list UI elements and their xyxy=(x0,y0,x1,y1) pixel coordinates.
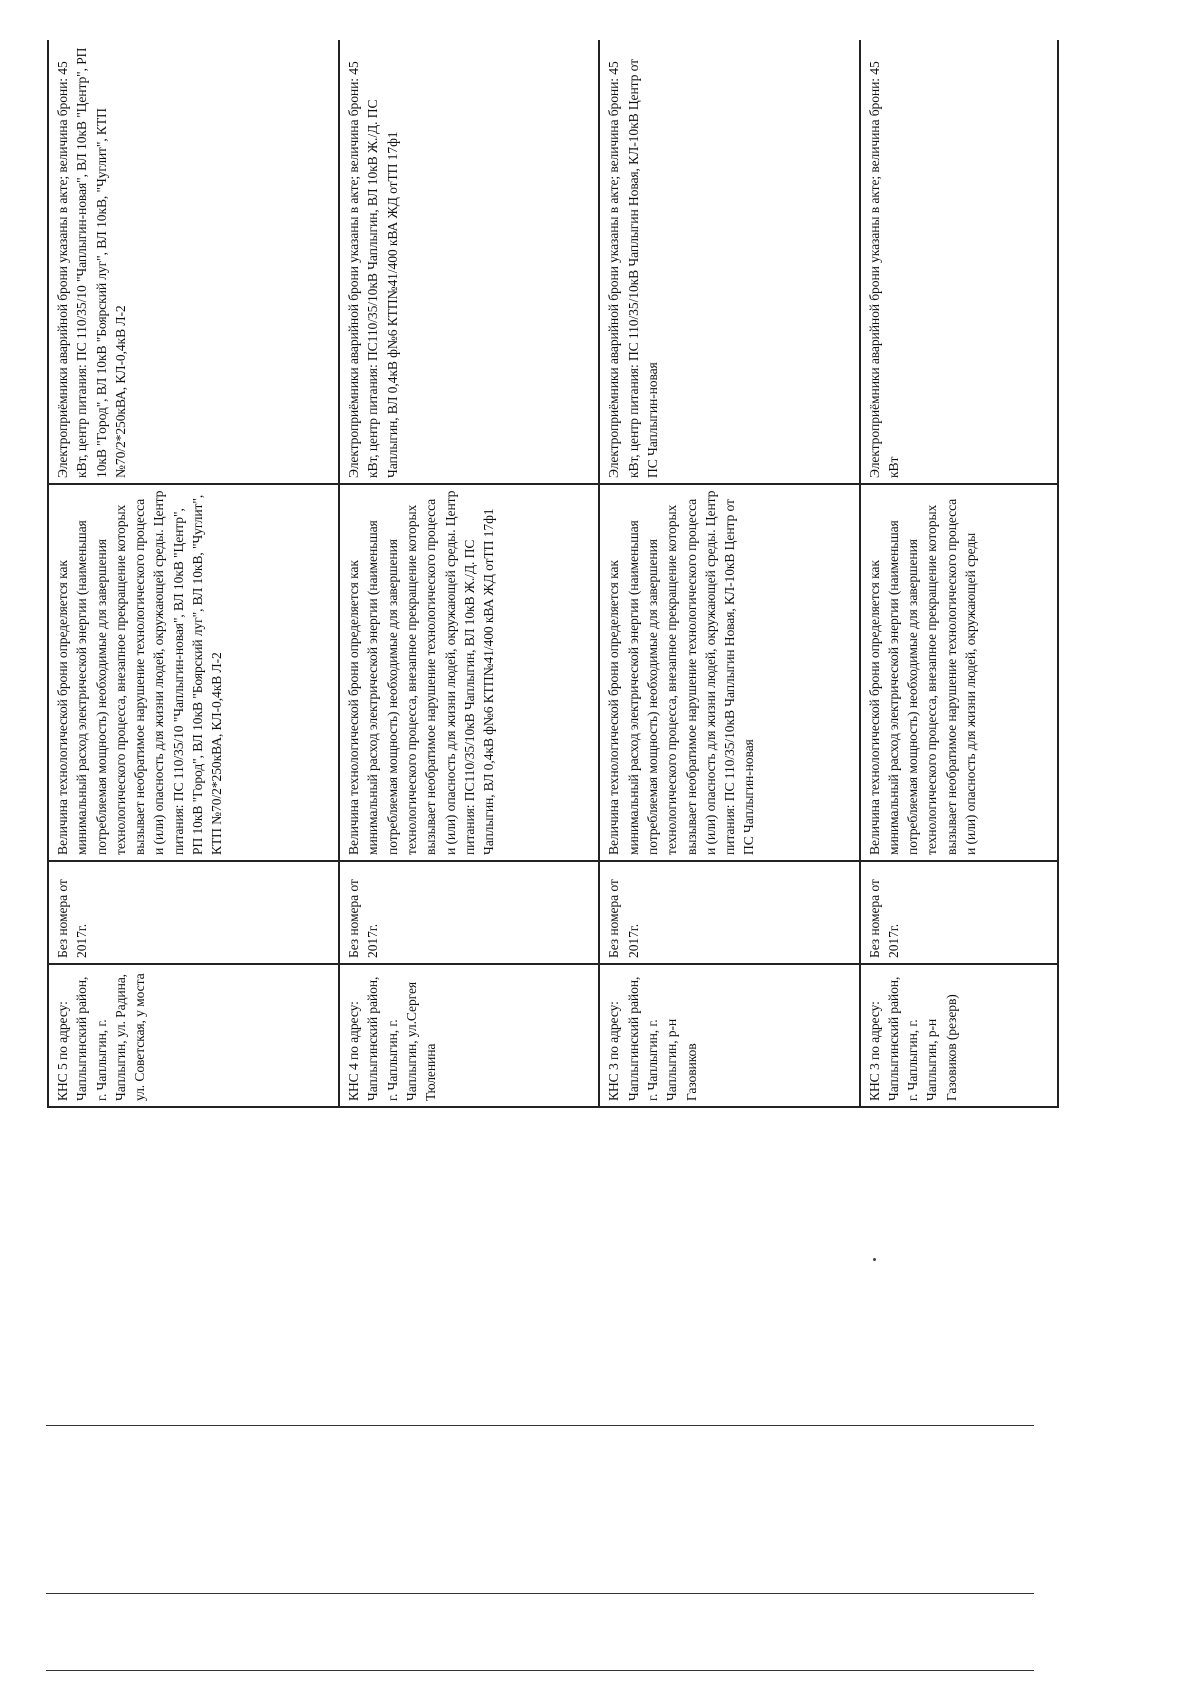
emergency-bron-text: Электроприёмники аварийной брони указаны в акте; величина брони: 45 кВт xyxy=(866,61,901,478)
object-address-text: КНС 5 по адресу: Чаплыгинский район, г. Чаплыгин, г. Чаплыгин, ул. Радина, ул. Советская, у моста xyxy=(55,973,148,1101)
divider-line xyxy=(46,1670,1034,1671)
object-address-text: КНС 3 по адресу: Чаплыгинский район, г. Чаплыгин, г. Чаплыгин, р-н Газовиков (резерв) xyxy=(866,976,959,1101)
tech-bron-text: Величина технологической брони определяется как минимальный расход электрической энергии (наименьшая потребляемая мощность) необходимые для завершения технологического процесса, внезапное прекращение которых вызывает необратимое нарушение технологического процесса и (или) опасность для жизни людей, окружающей среды. Центр питания: ПС 110/35/10 "Чаплыгин-новая", ВЛ 10кВ "Центр", РП 10кВ "Город", ВЛ 10кВ "Боярский луг", ВЛ 10кВ, "Чуглит", КТП №70/2*250кВА, КЛ-0,4кВ Л-2 xyxy=(55,490,225,855)
act-text: Без номера от 2017г. xyxy=(346,879,381,958)
scan-speck xyxy=(873,1258,876,1261)
object-address-text: КНС 4 по адресу: Чаплыгинский район, г. Чаплыгин, г. Чаплыгин, ул.Сергея Тюленина xyxy=(346,976,439,1101)
object-address-text: КНС 3 по адресу: Чаплыгинский район, г. Чаплыгин, г. Чаплыгин, р-н Газовиков xyxy=(606,976,699,1101)
tech-bron-cell xyxy=(339,484,599,861)
act-text: Без номера от 2017г. xyxy=(606,879,641,958)
emergency-bron-cell xyxy=(860,40,1058,484)
rotated-page-content xyxy=(47,40,1059,1108)
tech-bron-cell xyxy=(860,484,1058,861)
object-address-cell xyxy=(599,964,859,1107)
tech-bron-cell xyxy=(599,484,859,861)
table-row xyxy=(339,40,599,1107)
reservation-table xyxy=(47,40,1059,1108)
table-row xyxy=(599,40,859,1107)
emergency-bron-cell xyxy=(599,40,859,484)
tech-bron-text: Величина технологической брони определяется как минимальный расход электрической энергии (наименьшая потребляемая мощность) необходимые для завершения технологического процесса, внезапное прекращение которых вызывает необратимое нарушение технологического процесса и (или) опасность для жизни людей, окружающей среды. Центр питания: ПС 110/35/10кВ Чаплыгин Новая, КЛ-10кВ Центр от ПС Чаплыгин-новая xyxy=(606,490,757,855)
act-text: Без номера от 2017г. xyxy=(55,879,90,958)
tech-bron-cell xyxy=(48,484,339,861)
tech-bron-text: Величина технологической брони определяется как минимальный расход электрической энергии (наименьшая потребляемая мощность) необходимые для завершения технологического процесса, внезапное прекращение которых вызывает необратимое нарушение технологического процесса и (или) опасность для жизни людей, окружающей среды. Центр питания: ПС110/35/10кВ Чаплыгин, ВЛ 10кВ Ж./Д. ПС Чаплыгин, ВЛ 0,4кВ ф№6 КТП№41/400 кВА ЖД отТП 17ф1 xyxy=(346,490,497,855)
table-wrapper xyxy=(47,40,1059,1108)
emergency-bron-text: Электроприёмники аварийной брони указаны в акте; величина брони: 45 кВт, центр питания: ПС 110/35/10кВ Чаплыгин Новая, КЛ-10кВ Центр от ПС Чаплыгин-новая xyxy=(606,58,660,478)
object-address-cell xyxy=(48,964,339,1107)
object-address-cell xyxy=(860,964,1058,1107)
act-cell xyxy=(860,861,1058,964)
divider-line xyxy=(46,1425,1034,1426)
emergency-bron-cell xyxy=(48,40,339,484)
divider-line xyxy=(46,1593,1034,1594)
emergency-bron-text: Электроприёмники аварийной брони указаны в акте; величина брони: 45 кВт, центр питания: ПС110/35/10кВ Чаплыгин, ВЛ 10кВ Ж./Д. ПС Чаплыгин, ВЛ 0,4кВ ф№6 КТП№41/400 кВА ЖД отТП 17ф1 xyxy=(346,61,400,478)
tech-bron-text: Величина технологической брони определяется как минимальный расход электрической энергии (наименьшая потребляемая мощность) необходимые для завершения технологического процесса, внезапное прекращение которых вызывает необратимое нарушение технологического процесса и (или) опасность для жизни людей, окружающей среды xyxy=(866,498,979,855)
act-cell xyxy=(48,861,339,964)
act-cell xyxy=(599,861,859,964)
object-address-cell xyxy=(339,964,599,1107)
act-text: Без номера от 2017г. xyxy=(866,879,901,958)
table-row xyxy=(860,40,1058,1107)
emergency-bron-cell xyxy=(339,40,599,484)
table-row xyxy=(48,40,339,1107)
emergency-bron-text: Электроприёмники аварийной брони указаны в акте; величина брони: 45 кВт, центр питания: ПС 110/35/10 "Чаплыгин-новая", ВЛ 10кВ "Центр", РП 10кВ "Город", ВЛ 10кВ "Боярский луг", ВЛ 10кВ, "Чуглит", КТП №70/2*250кВА, КЛ-0,4кВ Л-2 xyxy=(55,47,128,478)
act-cell xyxy=(339,861,599,964)
